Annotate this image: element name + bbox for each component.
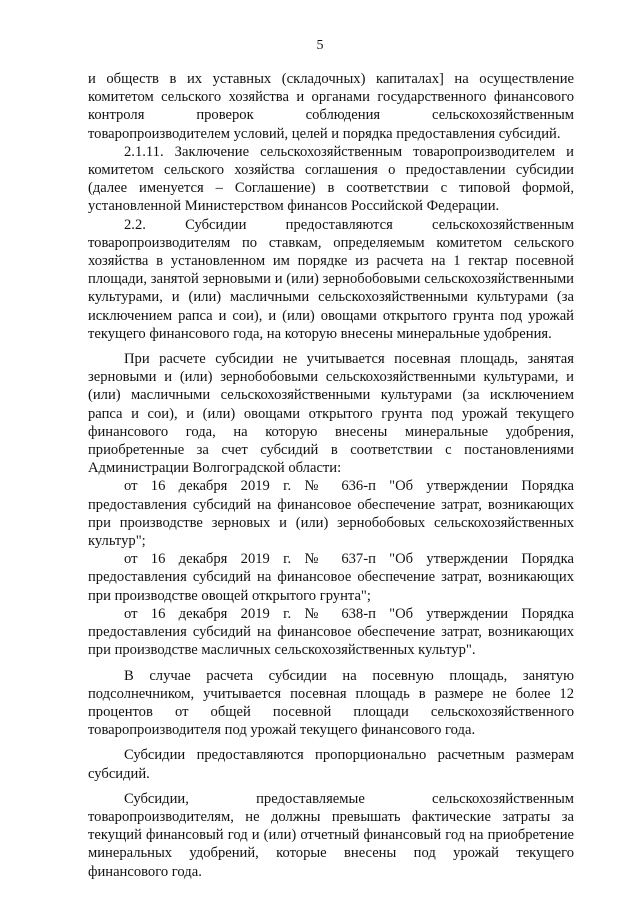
paragraph-proportional: Субсидии предоставляются пропорционально расчетным размерам субсидий. [88,747,574,782]
document-body [88,70,574,881]
list-item-resolution-637: от 16 декабря 2019 г. № 637-п "Об утверждении Порядка предоставления субсидий на финансовое обеспечение затрат, возникающих при производстве овощей открытого грунта"; [88,551,574,604]
paragraph-2-2: 2.2. Субсидии предоставляются сельскохозяйственным товаропроизводителям по ставкам, определяемым комитетом сельского хозяйства в установленном им порядке из расчета на 1 гектар посевной площади, занятой зерновыми и (или) зернобобовыми сельскохозяйственными культурами, и (или) масличными сельскохозяйственными культурами (за исключением рапса и сои), и (или) овощами открытого грунта под урожай текущего финансового года, на которую внесены минеральные удобрения. [88,216,574,342]
list-item-resolution-636: от 16 декабря 2019 г. № 636-п "Об утверждении Порядка предоставления субсидий на финансовое обеспечение затрат, возникающих при производстве зерновых и (или) зернобобовых сельскохозяйственных культур"; [88,478,574,550]
paragraph-2-1-11: 2.1.11. Заключение сельскохозяйственным товаропроизводителем и комитетом сельского хозяйства соглашения о предоставлении субсидии (далее именуется – Соглашение) в соответствии с типовой формой, установленной Министерством финансов Российской Федерации. [88,143,574,215]
paragraph-limit: Субсидии, предоставляемые сельскохозяйственным товаропроизводителям, не должны превышать фактические затраты за текущий финансовый год и (или) отчетный финансовый год на приобретение минеральных удобрений, которые внесены под урожай текущего финансового года. [88,790,574,880]
paragraph-sunflower: В случае расчета субсидии на посевную площадь, занятую подсолнечником, учитывается посевная площадь в размере не более 12 процентов от общей посевной площади сельскохозяйственного товаропроизводителя под урожай текущего финансового года. [88,667,574,739]
list-item-resolution-638: от 16 декабря 2019 г. № 638-п "Об утверждении Порядка предоставления субсидий на финансовое обеспечение затрат, возникающих при производстве масличных сельскохозяйственных культур". [88,605,574,659]
paragraph-exclusions: При расчете субсидии не учитывается посевная площадь, занятая зерновыми и (или) зернобобовыми сельскохозяйственными культурами, и (или) масличными сельскохозяйственными культурами (за исключением рапса и сои), и (или) овощами открытого грунта под урожай текущего финансового года, на которую внесены минеральные удобрения, приобретенные за счет субсидий в соответствии с постановлениями Администрации Волгоградской области: [88,351,574,477]
paragraph-continuation: и обществ в их уставных (складочных) капиталах] на осуществление комитетом сельского хозяйства и органами государственного финансового контроля проверок соблюдения сельскохозяйственным товаропроизводителем условий, целей и порядка предоставления субсидий. [88,71,574,142]
page-number: 5 [316,38,324,53]
